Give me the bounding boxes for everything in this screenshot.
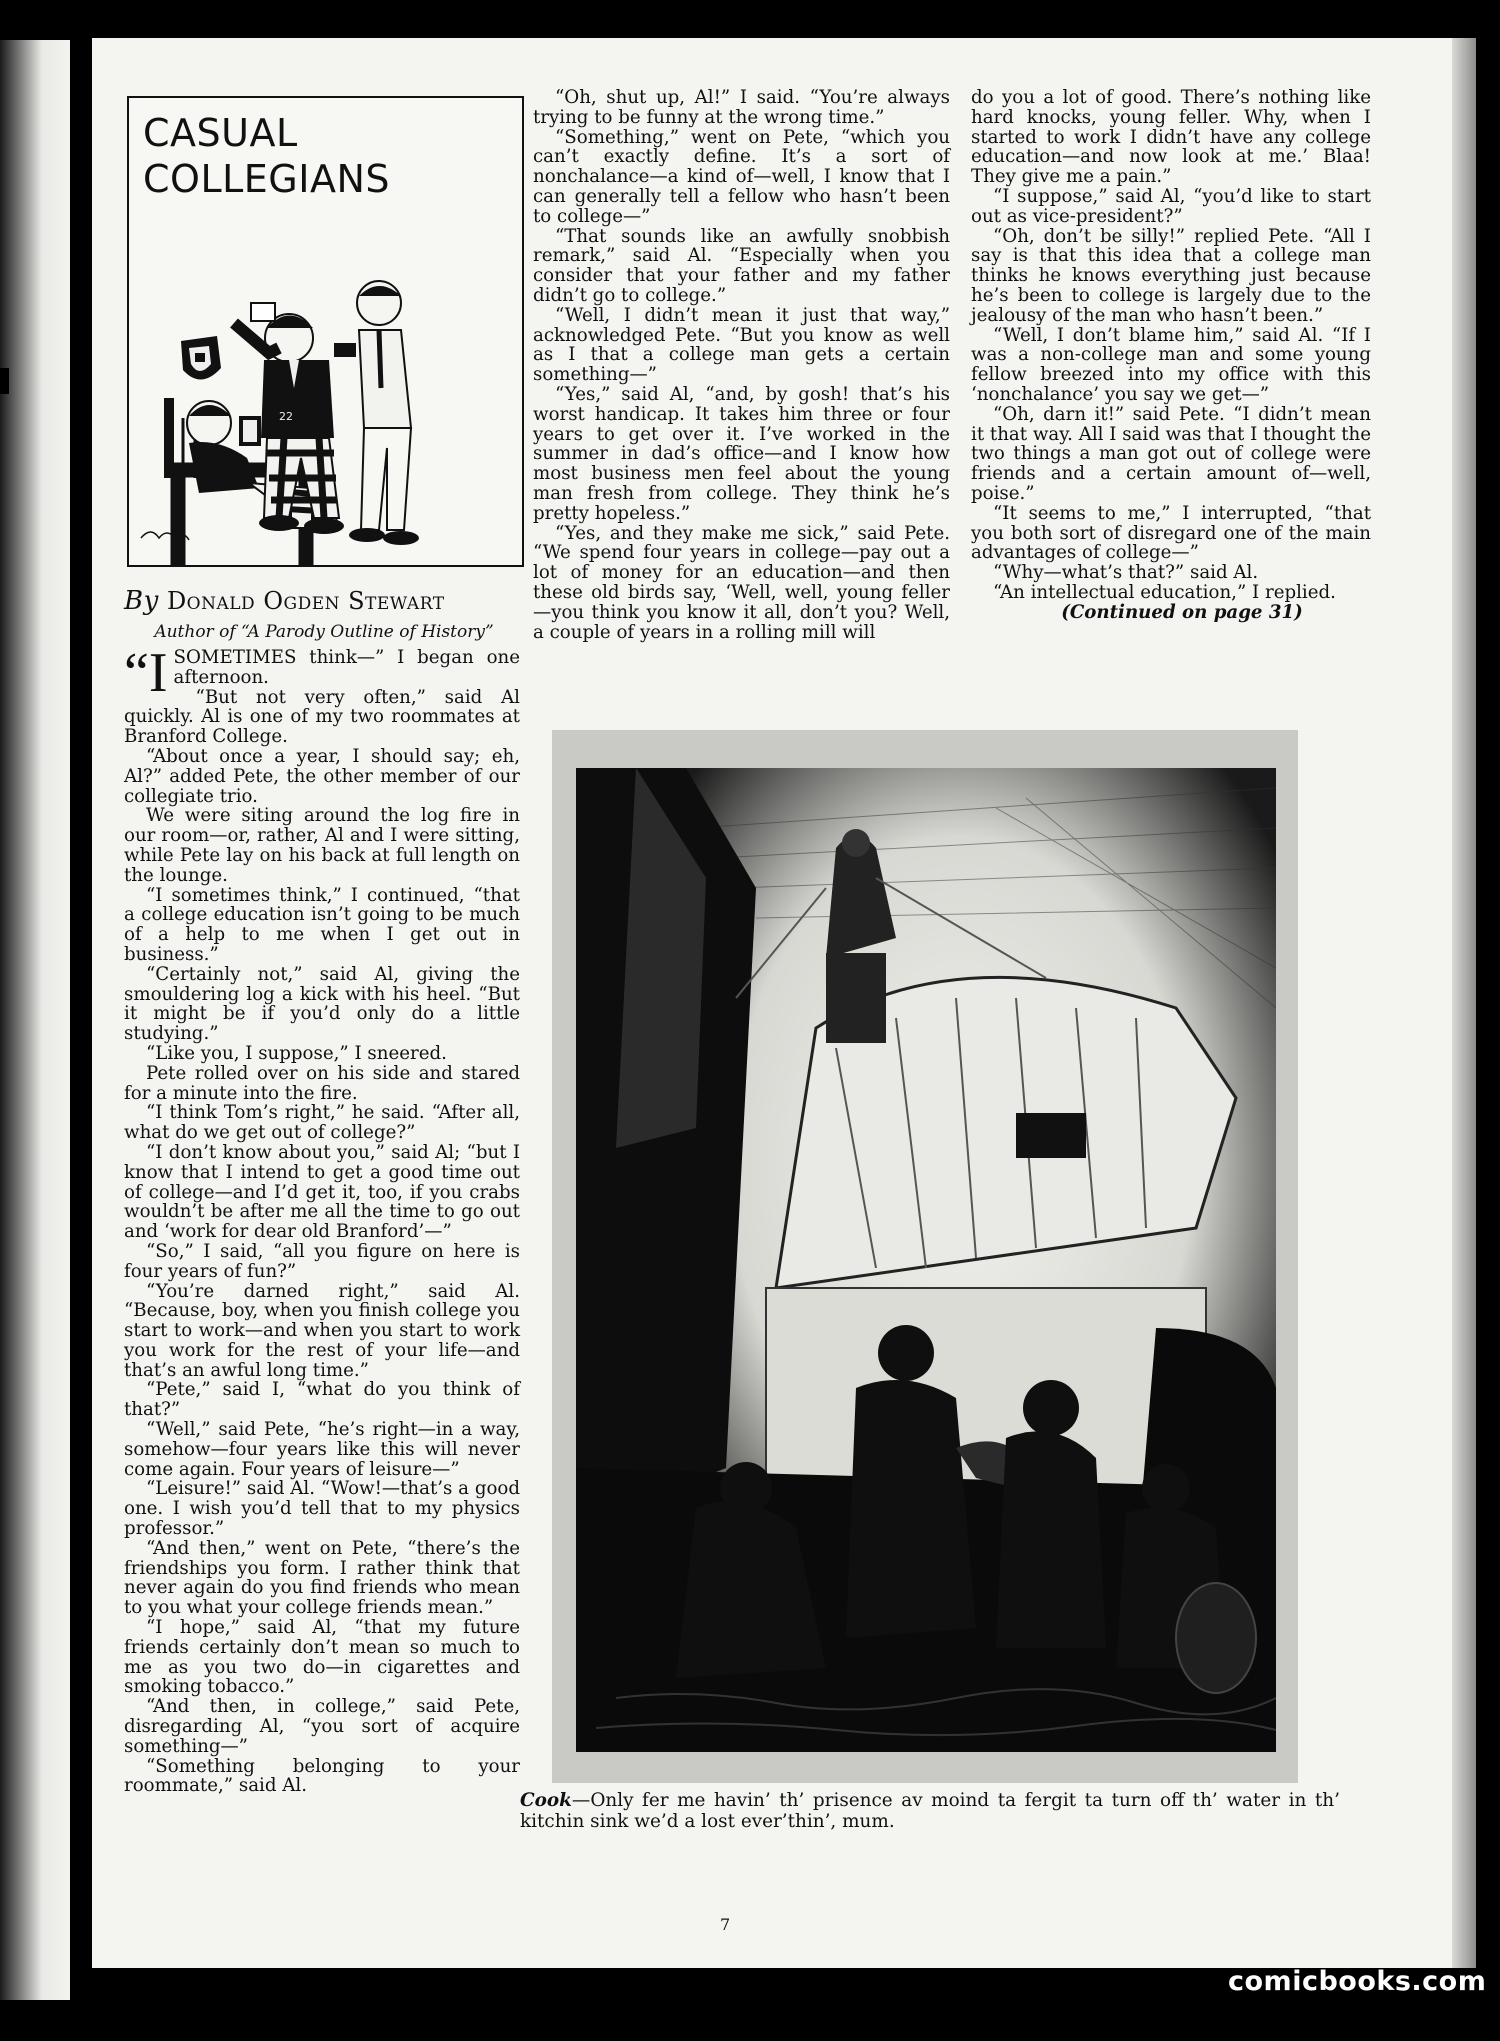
paragraph: We were siting around the log fire in our room—or, rather, Al and I were sitting, while Pete lay on his back at full length on the lounge.: [124, 805, 520, 886]
college-shield-icon: [181, 336, 221, 380]
collegians-cartoon: [129, 98, 522, 565]
paragraph: “ISOMETIMES think—” I began one afternoon.: [124, 642, 520, 704]
paragraph: “And then, in college,” said Pete, disregarding Al, “you sort of acquire something—”: [124, 1696, 520, 1757]
scan-edge-mark: [0, 368, 9, 394]
facing-page-edge: [0, 40, 70, 2000]
paragraph: “I suppose,” said Al, “you’d like to start out as vice-president?”: [971, 185, 1371, 227]
paragraph: “About once a year, I should say; eh, Al?” added Pete, the other member of our collegiate trio.: [124, 745, 520, 807]
paragraph: “Why—what’s that?” said Al.: [993, 562, 1259, 584]
paragraph: “I hope,” said Al, “that my future friends certainly don’t mean so much to me as you two do—in cigarettes and smoking tobacco.”: [124, 1617, 520, 1698]
author-note: Author of “A Parody Outline of History”: [154, 622, 494, 642]
caption-text: —Only fer me havin’ th’ prisence av moind ta fergit ta turn off th’ water in th’ kitchin sink we’d a lost ever’thin’, mum.: [520, 1790, 1340, 1832]
drop-cap: “I: [124, 642, 168, 704]
kitchen-scene-illustration: [576, 768, 1276, 1752]
paragraph: “It seems to me,” I interrupted, “that you both sort of disregard one of the main advantages of college—”: [971, 502, 1371, 564]
jersey-number: 22: [279, 410, 293, 423]
watermark: comicbooks.com: [1228, 1966, 1487, 1997]
paragraph: “But not very often,” said Al quickly. Al is one of my two roommates at Branford College.: [124, 686, 520, 748]
illustration-caption: [520, 1790, 1340, 1832]
paragraph: “Certainly not,” said Al, giving the smouldering log a kick with his heel. “But it might be if you’d only do a little studying.”: [124, 963, 520, 1045]
paragraph: “Like you, I suppose,” I sneered.: [146, 1042, 447, 1064]
paragraph: “I think Tom’s right,” he said. “After all, what do we get out of college?”: [124, 1102, 520, 1144]
paragraph: do you a lot of good. There’s nothing like hard knocks, young feller. Why, when I started to work I didn’t have any college education—and now look at me.’ Blaa! They give me a pain.”: [971, 87, 1371, 188]
paragraph: “Leisure!” said Al. “Wow!—that’s a good one. I wish you’d tell that to my physics professor.”: [124, 1478, 520, 1540]
title-illustration-box: [127, 96, 524, 567]
page-edge-shadow: [1452, 38, 1476, 1968]
paragraph: “Well, I didn’t mean it just that way,” acknowledged Pete. “But you know as well as I that a college man gets a certain something—”: [533, 304, 950, 386]
paragraph: “Yes, and they make me sick,” said Pete. “We spend four years in college—pay out a lot of money for an education—and then these old birds say, ‘Well, well, young feller—you think you know it all, don’t you? Well, a couple of years in a rolling mill will: [533, 522, 950, 643]
paragraph: “I sometimes think,” I continued, “that a college education isn’t going to be much of a help to me when I get out in business.”: [124, 884, 520, 965]
tall-student-figure: [334, 281, 419, 545]
paragraph: “Pete,” said I, “what do you think of that?”: [124, 1379, 520, 1421]
chimney: [826, 953, 886, 1043]
paragraph: “Oh, shut up, Al!” I said. “You’re always trying to be funny at the wrong time.”: [533, 87, 950, 128]
text-column-3: [971, 88, 1371, 623]
paragraph: “You’re darned right,” said Al. “Because, boy, when you finish college you start to work—and when you start to work you work for the rest of your life—and that’s an awful long time.”: [124, 1280, 520, 1381]
paragraph: “Yes,” said Al, “and, by gosh! that’s his worst handicap. It takes him three or four years to get over it. I’ve worked in the summer in dad’s office—and I know how most business men feel about the young man fresh from college. They think he’s pretty hopeless.”: [533, 383, 950, 524]
page-number: 7: [720, 1915, 731, 1934]
text-column-2: [533, 88, 950, 642]
continued-note: (Continued on page 31): [1061, 601, 1303, 623]
title-line-1: CASUAL: [143, 111, 298, 155]
author-name: Donald Ogden Stewart: [166, 587, 445, 615]
paragraph: “Oh, don’t be silly!” replied Pete. “All I say is that this idea that a college man thinks he knows everything just because he’s been to college is largely due to the jealousy of the man who hasn’t been.”: [971, 225, 1371, 326]
paragraph: “So,” I said, “all you figure on here is four years of fun?”: [124, 1240, 520, 1282]
title-line-2: COLLEGIANS: [143, 157, 390, 201]
paragraph: “I don’t know about you,” said Al; “but I know that I intend to get a good time out of college—and I’d get it, too, if you crabs wouldn’t be after me all the time to go out and ‘work for dear old Branford’—”: [124, 1141, 520, 1243]
paragraph: Pete rolled over on his side and stared for a minute into the fire.: [124, 1062, 520, 1104]
paragraph: “An intellectual education,” I replied.: [993, 581, 1336, 603]
paragraph: “Something,” went on Pete, “which you can’t exactly define. It’s a sort of nonchalance—a kind of—well, I know that I can generally tell a fellow who hasn’t been to college—”: [533, 126, 950, 227]
barrel: [1176, 1583, 1256, 1693]
paragraph: “And then,” went on Pete, “there’s the friendships you form. I rather think that never again do you find friends who mean to you what your college friends mean.”: [124, 1537, 520, 1619]
paragraph: “Well,” said Pete, “he’s right—in a way, somehow—four years like this will never come again. Four years of leisure—”: [124, 1419, 520, 1480]
paragraph: “Something belonging to your roommate,” said Al.: [124, 1755, 520, 1797]
etching-scene: [576, 768, 1276, 1752]
paragraph: “That sounds like an awfully snobbish remark,” said Al. “Especially when you consider that your father and my father didn’t go to college.”: [533, 225, 950, 306]
byline-by: By: [124, 586, 159, 616]
caption-speaker: Cook: [520, 1790, 572, 1811]
text-column-1: [124, 642, 520, 1797]
byline: [124, 586, 524, 616]
dormer-window: [1016, 1113, 1086, 1158]
paragraph: “Oh, darn it!” said Pete. “I didn’t mean it that way. All I said was that I thought the two things a man got out of college were friends and a certain amount of—well, poise.”: [971, 403, 1371, 504]
paragraph: “Well, I don’t blame him,” said Al. “If I was a non-college man and some young fellow breezed into my office with this ‘nonchalance’ you say we get—”: [971, 324, 1371, 405]
